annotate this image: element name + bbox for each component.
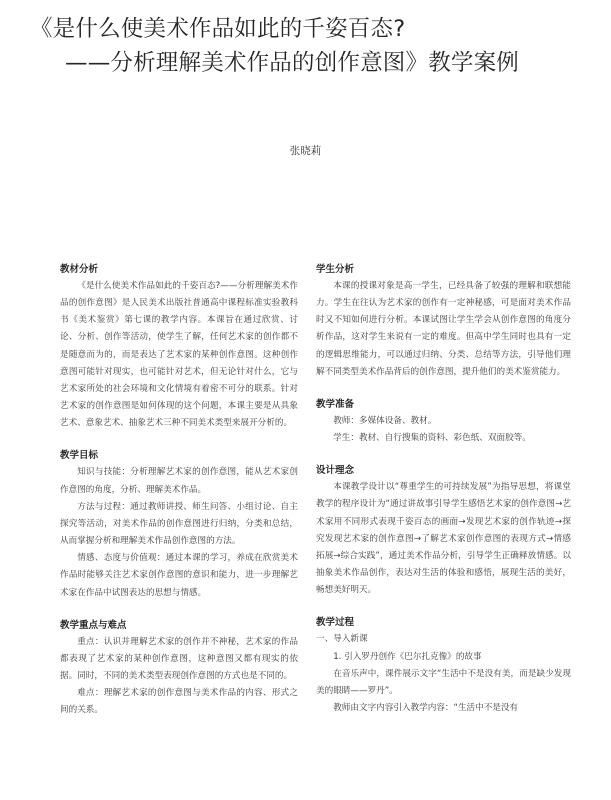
paragraph: 方法与过程：通过教师讲授、师生问答、小组讨论、自主探究等活动，对美术作品的创作意图进行归纳，分类和总结，从而掌握分析和理解美术作品创作意图的方法。: [60, 501, 298, 547]
paragraph: 本课的授课对象是高一学生，已经具备了较强的理解和联想能力。学生在往认为艺术家的创作有一定神秘感，可是面对美术作品时又不知如何进行分析。本课试图让学生学会从创作意图的角度分析作品，这对学生来说有一定的难度。但高中学生同时也具有一定的逻辑思维能力，可以通过归纳、分类、总结等方法，引导他们理解不同类型美术作品背后的创作意图，提升他们的美术鉴赏能力。: [316, 281, 571, 377]
section-textbook-analysis: [60, 262, 298, 432]
title-line-2: ——分析理解美术作品的创作意图》教学案例: [65, 50, 520, 76]
section-heading: 学生分析: [316, 264, 355, 275]
section-heading: 教材分析: [60, 264, 99, 275]
section-teaching-process: [316, 615, 571, 717]
section-heading: 教学目标: [60, 450, 99, 462]
section-teaching-goals: [60, 448, 298, 601]
section-heading: 教学过程: [316, 617, 355, 629]
section-heading: 设计理念: [316, 465, 355, 477]
paragraph: 《是什么使美术作品如此的千姿百态?——分析理解美术作品的创作意图》是人民美术出版社普通高中课程标准实验教科书《美术鉴赏》第七课的教学内容。本课旨在通过欣赏、讨论、分析、创作等活动，使学生了解，任何艺术家的创作都不是随意而为的，而是表达了艺术家的某种创作意图。这种创作意图可能针对现实，也可能针对艺术，但无论针对什么，它与艺术家所处的社会环境和文化情境有着密不可分的联系。针对艺术家的创作意图是如何体现的这个问题，本课主要是从具象艺术、意象艺术、抽象艺术三种不同美术类型来展开分析的。: [60, 281, 298, 429]
section-design-concept: [316, 463, 571, 599]
author-name: 张晓莉: [289, 145, 322, 157]
section-teaching-preparation: [316, 397, 571, 447]
subheading: 一、导入新课: [316, 634, 368, 645]
paragraph: 学生：教材、自行搜集的资料、彩色纸、双面胶等。: [333, 433, 531, 444]
paragraph: 本课教学设计以“尊重学生的可持续发展”为指导思想，将课堂教学的程序设计为“通过讲故事引导学生感悟艺术家的创作意图→艺术家用不同形式表现千姿百态的画面→发现艺术家的创作轨迹→探究发现艺术家的创作意图→了解艺术家创作意图的表现方式→情感拓展→综合实践”，通过美术作品分析，引导学生正确释放情感。以抽象美术作品创作，表达对生活的体验和感悟，展现生活的美好，畅想美好明天。: [316, 482, 571, 596]
paragraph: 教师由文字内容引入教学内容：“生活中不是没有: [333, 702, 519, 713]
section-key-points: [60, 618, 298, 720]
paragraph: 在音乐声中，课件展示文字“生活中不是没有美，而是缺少发现美的眼睛——罗丹”。: [316, 668, 571, 696]
left-column: [60, 262, 298, 719]
article-title: [30, 12, 600, 80]
right-column: [316, 262, 571, 717]
subheading: 1. 引入罗丹创作《巴尔扎克像》的故事: [333, 651, 482, 662]
title-line-1: 《是什么使美术作品如此的千姿百态?: [30, 16, 406, 42]
paragraph: 重点：认识并理解艺术家的创作并不神秘，艺术家的作品都表现了艺术家的某种创作意图，这种意图又都有现实的依据。同时，不同的美术类型表现创作意图的方式也是不同的。: [60, 636, 298, 681]
section-heading: 教学重点与难点: [60, 619, 127, 631]
paragraph: 知识与技能：分析理解艺术家的创作意图，能从艺术家创作意图的角度，分析、理解美术作品。: [60, 467, 298, 495]
paragraph: 教师：多媒体设备、教材。: [333, 415, 437, 426]
section-heading: 教学准备: [316, 398, 355, 410]
section-student-analysis: [316, 262, 571, 381]
paragraph: 难点：理解艺术家的创作意图与美术作品的内容、形式之间的关系。: [60, 688, 298, 716]
paragraph: 情感、态度与价值观：通过本课的学习，养成在欣赏美术作品时能够关注艺术家创作意图的意识和能力，进一步理解艺术家在作品中试图表达的思想与情感。: [60, 553, 298, 598]
